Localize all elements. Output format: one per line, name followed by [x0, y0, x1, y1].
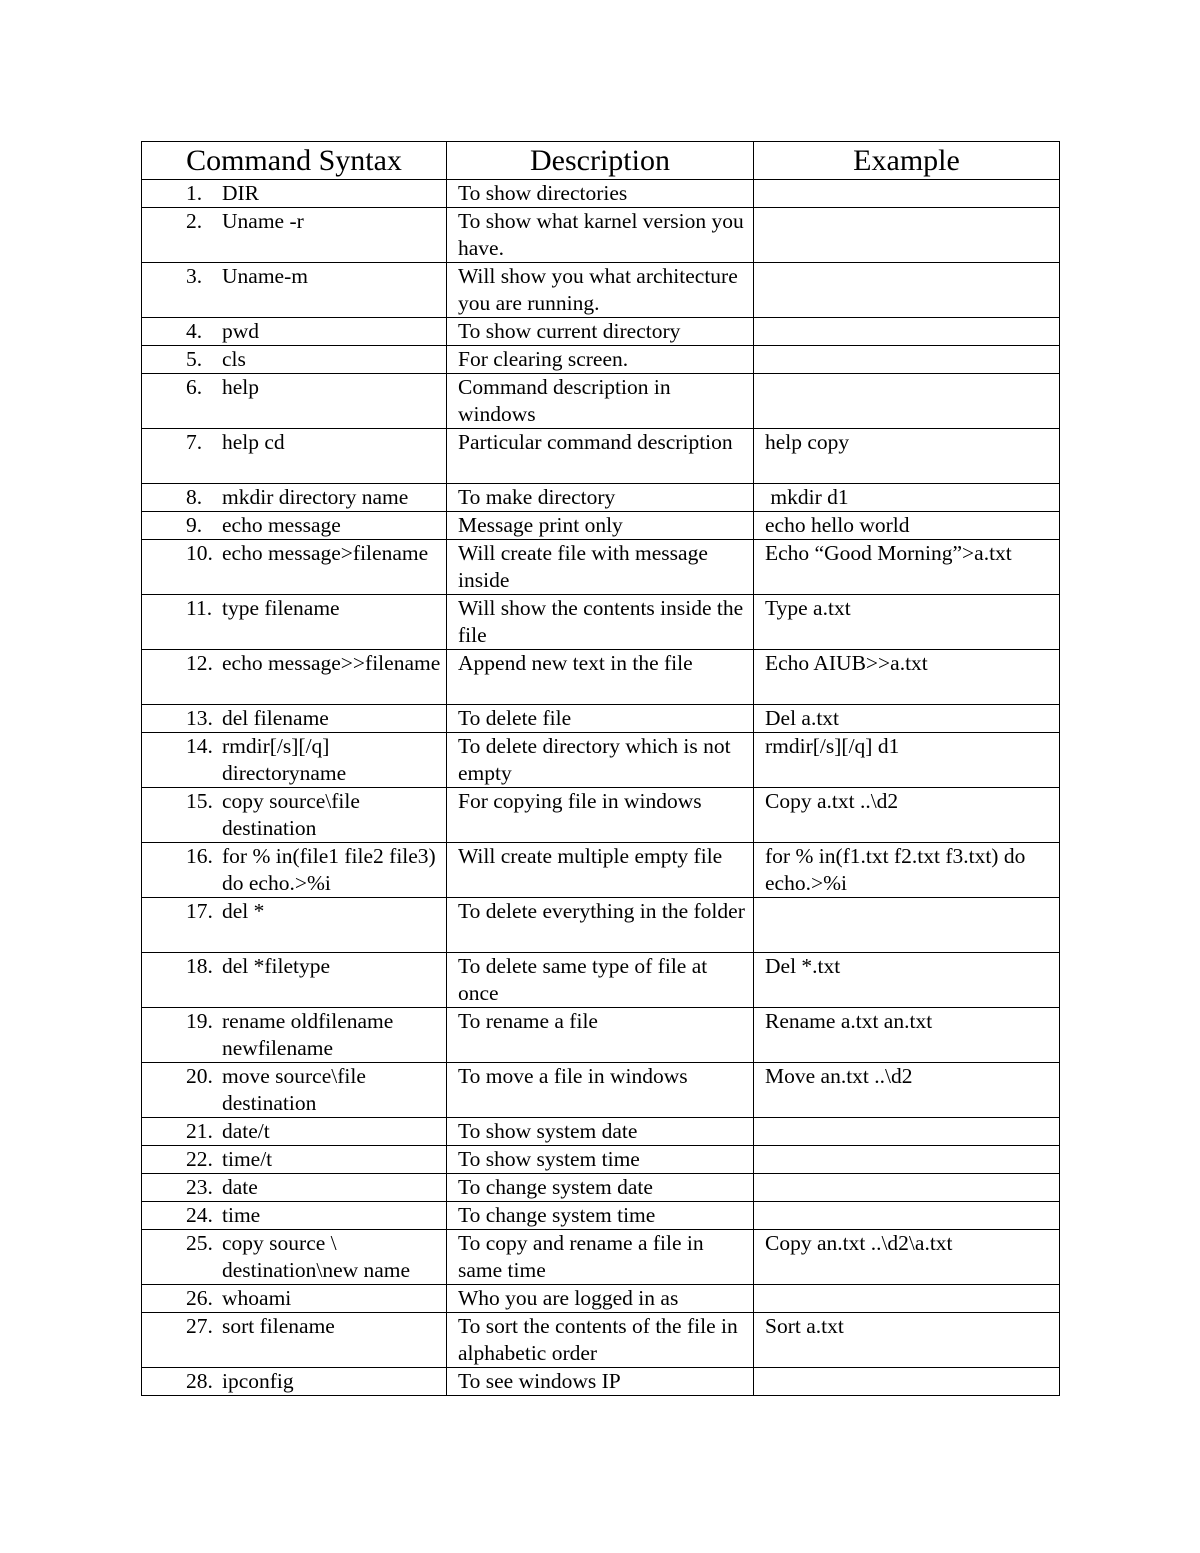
description-cell	[447, 843, 754, 898]
command-item	[142, 1368, 446, 1395]
command-syntax: date	[222, 1175, 258, 1199]
command-cell	[142, 484, 447, 512]
example-cell	[754, 898, 1060, 953]
description-cell	[447, 1118, 754, 1146]
command-description: To sort the contents of the file in alphabetic order	[458, 1314, 744, 1365]
example-cell	[754, 1008, 1060, 1063]
command-item	[142, 898, 446, 925]
example-cell	[754, 788, 1060, 843]
header-description: Description	[447, 142, 754, 180]
command-item	[142, 595, 446, 622]
command-item	[142, 1008, 446, 1062]
command-cell	[142, 1063, 447, 1118]
command-number: 11.	[186, 596, 213, 620]
command-number: 26.	[186, 1286, 213, 1310]
command-number: 18.	[186, 954, 213, 978]
command-cell	[142, 733, 447, 788]
command-syntax: copy source\file destination	[222, 789, 366, 840]
command-description: To show what karnel version you have.	[458, 209, 750, 260]
example-cell	[754, 208, 1060, 263]
command-syntax: echo message>>filename	[222, 651, 441, 675]
command-item	[142, 540, 446, 567]
command-syntax: time/t	[222, 1147, 273, 1171]
command-example: Sort a.txt	[765, 1314, 844, 1338]
command-description: Particular command description	[458, 430, 733, 454]
description-cell	[447, 1063, 754, 1118]
command-number: 3.	[186, 264, 203, 288]
command-number: 25.	[186, 1231, 213, 1255]
table-row	[142, 898, 1060, 953]
command-syntax: mkdir directory name	[222, 485, 409, 509]
command-example: Copy a.txt ..\d2	[765, 789, 899, 813]
description-cell	[447, 180, 754, 208]
command-example: Rename a.txt an.txt	[765, 1009, 933, 1033]
table-row	[142, 374, 1060, 429]
command-item	[142, 318, 446, 345]
command-cell	[142, 650, 447, 705]
command-number: 23.	[186, 1175, 213, 1199]
example-cell	[754, 1118, 1060, 1146]
table-row	[142, 1063, 1060, 1118]
description-cell	[447, 733, 754, 788]
command-syntax: time	[222, 1203, 261, 1227]
description-cell	[447, 595, 754, 650]
command-description: Will create file with message inside	[458, 541, 714, 592]
command-syntax: cls	[222, 347, 246, 371]
command-item	[142, 788, 446, 842]
description-cell	[447, 1285, 754, 1313]
command-item	[142, 429, 446, 456]
description-cell	[447, 346, 754, 374]
description-cell	[447, 1202, 754, 1230]
command-description: To delete same type of file at once	[458, 954, 713, 1005]
command-syntax: help cd	[222, 430, 285, 454]
table-row	[142, 1202, 1060, 1230]
table-row	[142, 540, 1060, 595]
command-number: 6.	[186, 375, 203, 399]
command-cell	[142, 263, 447, 318]
command-example: Del *.txt	[765, 954, 841, 978]
command-cell	[142, 374, 447, 429]
example-cell	[754, 263, 1060, 318]
description-cell	[447, 208, 754, 263]
command-cell	[142, 1368, 447, 1396]
command-item	[142, 1285, 446, 1312]
command-cell	[142, 429, 447, 484]
command-item	[142, 1313, 446, 1340]
example-cell	[754, 318, 1060, 346]
command-example: Copy an.txt ..\d2\a.txt	[765, 1231, 953, 1255]
command-number: 7.	[186, 430, 203, 454]
header-example: Example	[754, 142, 1060, 180]
header-row	[142, 142, 1060, 180]
command-item	[142, 180, 446, 207]
command-item	[142, 843, 446, 897]
description-cell	[447, 484, 754, 512]
command-description: To delete directory which is not empty	[458, 734, 736, 785]
table-row	[142, 208, 1060, 263]
command-number: 8.	[186, 485, 203, 509]
command-item	[142, 484, 446, 511]
command-description: To make directory	[458, 485, 616, 509]
command-cell	[142, 898, 447, 953]
description-cell	[447, 263, 754, 318]
description-cell	[447, 788, 754, 843]
table-row	[142, 1285, 1060, 1313]
command-description: Will show you what architecture you are running.	[458, 264, 744, 315]
command-example: Type a.txt	[765, 596, 851, 620]
example-cell	[754, 650, 1060, 705]
command-example: Echo AIUB>>a.txt	[765, 651, 928, 675]
command-example: mkdir d1	[765, 485, 849, 509]
table-row	[142, 1368, 1060, 1396]
table-row	[142, 788, 1060, 843]
description-cell	[447, 1174, 754, 1202]
command-cell	[142, 1008, 447, 1063]
command-cell	[142, 1202, 447, 1230]
command-number: 17.	[186, 899, 213, 923]
command-cell	[142, 595, 447, 650]
command-example: Echo “Good Morning”>a.txt	[765, 541, 1012, 565]
command-description: Will show the contents inside the file	[458, 596, 749, 647]
command-syntax: copy source \ destination\new name	[222, 1231, 411, 1282]
command-item	[142, 1063, 446, 1117]
command-syntax: rename oldfilename newfilename	[222, 1009, 399, 1060]
example-cell	[754, 1313, 1060, 1368]
command-item	[142, 512, 446, 539]
example-cell	[754, 180, 1060, 208]
command-example: Del a.txt	[765, 706, 840, 730]
command-description: For clearing screen.	[458, 347, 629, 371]
command-number: 5.	[186, 347, 203, 371]
description-cell	[447, 1313, 754, 1368]
command-description: Append new text in the file	[458, 651, 693, 675]
command-item	[142, 208, 446, 235]
command-number: 13.	[186, 706, 213, 730]
table-row	[142, 733, 1060, 788]
command-description: Who you are logged in as	[458, 1286, 679, 1310]
command-number: 9.	[186, 513, 203, 537]
command-syntax: rmdir[/s][/q] directoryname	[222, 734, 347, 785]
command-number: 4.	[186, 319, 203, 343]
command-cell	[142, 1285, 447, 1313]
command-number: 12.	[186, 651, 213, 675]
command-description: For copying file in windows	[458, 789, 702, 813]
table-row	[142, 705, 1060, 733]
description-cell	[447, 1230, 754, 1285]
example-cell	[754, 595, 1060, 650]
example-cell	[754, 540, 1060, 595]
command-item	[142, 1118, 446, 1145]
command-number: 1.	[186, 181, 203, 205]
description-cell	[447, 429, 754, 484]
command-syntax: type filename	[222, 596, 340, 620]
example-cell	[754, 374, 1060, 429]
table-row	[142, 1174, 1060, 1202]
command-description: Message print only	[458, 513, 623, 537]
command-number: 27.	[186, 1314, 213, 1338]
command-syntax: echo message>filename	[222, 541, 429, 565]
command-description: Command description in windows	[458, 375, 676, 426]
command-description: To show system time	[458, 1147, 640, 1171]
command-example: for % in(f1.txt f2.txt f3.txt) do echo.>%i	[765, 844, 1031, 895]
command-cell	[142, 346, 447, 374]
command-item	[142, 733, 446, 787]
command-cell	[142, 1313, 447, 1368]
example-cell	[754, 429, 1060, 484]
command-description: To show directories	[458, 181, 628, 205]
command-description: To copy and rename a file in same time	[458, 1231, 710, 1282]
example-cell	[754, 953, 1060, 1008]
command-number: 15.	[186, 789, 213, 813]
description-cell	[447, 1146, 754, 1174]
command-cell	[142, 1174, 447, 1202]
command-item	[142, 346, 446, 373]
command-cell	[142, 1146, 447, 1174]
example-cell	[754, 1063, 1060, 1118]
command-example: echo hello world	[765, 513, 910, 537]
table-row	[142, 484, 1060, 512]
example-cell	[754, 1368, 1060, 1396]
command-cell	[142, 788, 447, 843]
command-cell	[142, 1118, 447, 1146]
table-row	[142, 1118, 1060, 1146]
table-row	[142, 595, 1060, 650]
command-syntax: pwd	[222, 319, 260, 343]
command-cell	[142, 208, 447, 263]
command-syntax: sort filename	[222, 1314, 335, 1338]
command-table	[141, 141, 1060, 1396]
description-cell	[447, 512, 754, 540]
table-row	[142, 1008, 1060, 1063]
command-syntax: ipconfig	[222, 1369, 294, 1393]
command-syntax: date/t	[222, 1119, 270, 1143]
example-cell	[754, 843, 1060, 898]
command-number: 21.	[186, 1119, 213, 1143]
command-item	[142, 650, 446, 677]
header-command-syntax: Command Syntax	[142, 142, 447, 180]
command-syntax: Uname-m	[222, 264, 308, 288]
command-syntax: echo message	[222, 513, 341, 537]
command-cell	[142, 540, 447, 595]
command-cell	[142, 1230, 447, 1285]
command-syntax: DIR	[222, 181, 260, 205]
command-number: 20.	[186, 1064, 213, 1088]
description-cell	[447, 650, 754, 705]
command-description: To change system date	[458, 1175, 653, 1199]
command-description: To see windows IP	[458, 1369, 621, 1393]
example-cell	[754, 1174, 1060, 1202]
table-row	[142, 843, 1060, 898]
command-item	[142, 1146, 446, 1173]
example-cell	[754, 512, 1060, 540]
description-cell	[447, 1008, 754, 1063]
command-example: Move an.txt ..\d2	[765, 1064, 913, 1088]
command-description: To delete everything in the folder	[458, 899, 745, 923]
description-cell	[447, 540, 754, 595]
table-row	[142, 429, 1060, 484]
table-row	[142, 1230, 1060, 1285]
command-number: 14.	[186, 734, 213, 758]
command-number: 2.	[186, 209, 203, 233]
command-description: Will create multiple empty file	[458, 844, 723, 868]
table-row	[142, 180, 1060, 208]
table-row	[142, 1313, 1060, 1368]
example-cell	[754, 733, 1060, 788]
table-row	[142, 650, 1060, 705]
command-syntax: move source\file destination	[222, 1064, 372, 1115]
command-description: To delete file	[458, 706, 572, 730]
command-syntax: help	[222, 375, 260, 399]
command-description: To rename a file	[458, 1009, 598, 1033]
command-item	[142, 953, 446, 980]
command-cell	[142, 318, 447, 346]
command-syntax: whoami	[222, 1286, 292, 1310]
description-cell	[447, 705, 754, 733]
command-description: To change system time	[458, 1203, 656, 1227]
command-item	[142, 374, 446, 401]
description-cell	[447, 1368, 754, 1396]
command-syntax: Uname -r	[222, 209, 304, 233]
command-number: 22.	[186, 1147, 213, 1171]
example-cell	[754, 1230, 1060, 1285]
command-number: 28.	[186, 1369, 213, 1393]
command-item	[142, 263, 446, 290]
table-body	[142, 180, 1060, 1396]
command-cell	[142, 180, 447, 208]
description-cell	[447, 374, 754, 429]
example-cell	[754, 1146, 1060, 1174]
command-item	[142, 1174, 446, 1201]
command-syntax: del *	[222, 899, 265, 923]
example-cell	[754, 1285, 1060, 1313]
table-header	[142, 142, 1060, 180]
command-number: 24.	[186, 1203, 213, 1227]
command-example: help copy	[765, 430, 850, 454]
command-item	[142, 1230, 446, 1284]
table-row	[142, 1146, 1060, 1174]
example-cell	[754, 705, 1060, 733]
table-row	[142, 263, 1060, 318]
command-description: To move a file in windows	[458, 1064, 688, 1088]
description-cell	[447, 953, 754, 1008]
example-cell	[754, 1202, 1060, 1230]
table-row	[142, 953, 1060, 1008]
table-row	[142, 512, 1060, 540]
command-item	[142, 705, 446, 732]
example-cell	[754, 346, 1060, 374]
example-cell	[754, 484, 1060, 512]
table-row	[142, 318, 1060, 346]
command-syntax: for % in(file1 file2 file3) do echo.>%i	[222, 844, 442, 895]
command-syntax: del filename	[222, 706, 329, 730]
command-item	[142, 1202, 446, 1229]
description-cell	[447, 318, 754, 346]
command-cell	[142, 843, 447, 898]
command-number: 10.	[186, 541, 213, 565]
command-description: To show system date	[458, 1119, 638, 1143]
command-cell	[142, 705, 447, 733]
description-cell	[447, 898, 754, 953]
command-cell	[142, 512, 447, 540]
command-number: 16.	[186, 844, 213, 868]
command-number: 19.	[186, 1009, 213, 1033]
command-example: rmdir[/s][/q] d1	[765, 734, 900, 758]
table-row	[142, 346, 1060, 374]
command-cell	[142, 953, 447, 1008]
command-syntax: del *filetype	[222, 954, 331, 978]
command-description: To show current directory	[458, 319, 681, 343]
